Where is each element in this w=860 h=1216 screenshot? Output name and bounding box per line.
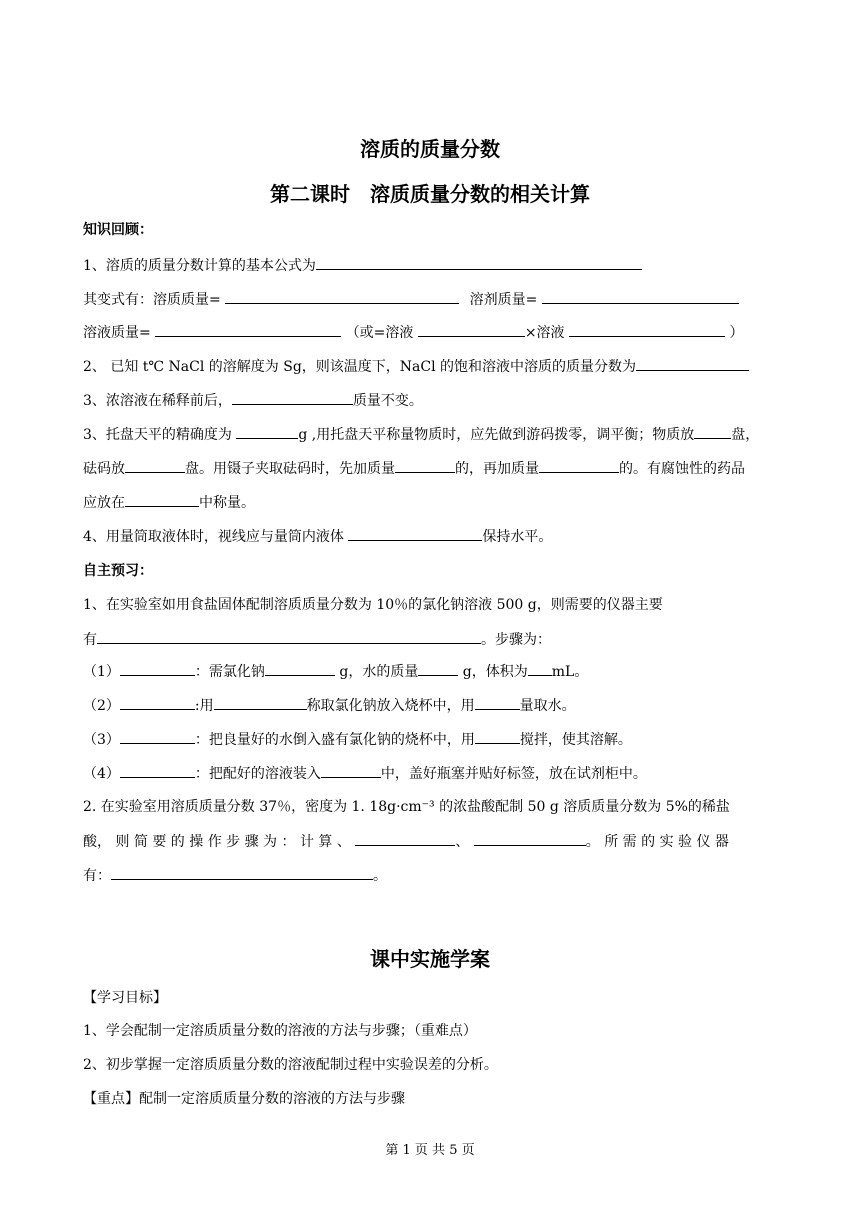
preview-p2-line1: 2. 在实验室用溶质质量分数 37％，密度为 1. 18g·cm⁻³ 的浓盐酸配制 50 g 溶质质量分数为 5%的稀盐 [83, 799, 730, 815]
review-q4-text: 4、用量筒取液体时，视线应与量筒内液体 [83, 529, 344, 545]
close-paren: ） [729, 325, 744, 341]
step-1 [83, 661, 790, 682]
main-title: 溶质的质量分数 [360, 137, 500, 161]
answer-blank[interactable] [125, 458, 185, 473]
review-heading: 知识回顾： [83, 222, 153, 238]
review-q4 [83, 526, 790, 547]
review-solution-mass [83, 322, 790, 343]
preview-p1-text-end: 。步骤为： [481, 632, 551, 648]
review-q3b-text: 砝码放 [83, 461, 125, 477]
answer-blank[interactable] [232, 390, 353, 405]
review-q3b-text: 盘， [731, 427, 760, 443]
review-q3b-line2 [83, 458, 790, 479]
preview-heading: 自主预习： [83, 563, 153, 579]
times-label: ×溶液 [524, 325, 565, 341]
review-q3a-text: 3、浓溶液在稀释前后， [83, 393, 232, 409]
answer-blank[interactable] [569, 322, 725, 337]
answer-blank[interactable] [636, 356, 749, 371]
answer-blank[interactable] [265, 661, 335, 676]
solute-mass-label: 其变式有：溶质质量= [83, 292, 221, 308]
answer-blank[interactable] [395, 458, 455, 473]
step-4 [83, 763, 790, 784]
answer-blank[interactable] [225, 289, 459, 304]
answer-blank[interactable] [236, 424, 298, 439]
step-number: （2） [83, 698, 120, 714]
review-q3b-text: 的，再加质量 [455, 461, 539, 477]
answer-blank[interactable] [542, 289, 739, 304]
answer-blank[interactable] [120, 661, 195, 676]
solution-mass-label: 溶液质量= [83, 325, 151, 341]
step-text: 搅拌，使其溶解。 [519, 732, 632, 748]
answer-blank[interactable] [321, 763, 381, 778]
answer-blank[interactable] [528, 661, 552, 676]
step-text: g，水的质量 [339, 664, 419, 680]
goal-2: 2、初步掌握一定溶质质量分数的溶液配制过程中实验误差的分析。 [83, 1057, 498, 1073]
answer-blank[interactable] [316, 255, 642, 270]
review-q1-text: 1、溶质的质量分数计算的基本公式为 [83, 258, 316, 274]
preview-p2-line3 [83, 865, 790, 886]
answer-blank[interactable] [475, 729, 520, 744]
answer-blank[interactable] [120, 729, 195, 744]
step-text: 称取氯化钠放入烧杯中，用 [306, 698, 475, 714]
step-text: 量取水。 [519, 698, 576, 714]
preview-p1-line2 [83, 629, 790, 650]
answer-blank[interactable] [418, 322, 525, 337]
review-q2 [83, 356, 790, 377]
preview-p1-text: 有 [83, 632, 97, 648]
answer-blank[interactable] [355, 831, 455, 846]
goal-heading: 【学习目标】 [83, 990, 167, 1006]
step-text: g，体积为 [462, 664, 528, 680]
step-text: :用 [194, 698, 214, 714]
review-variants [83, 289, 790, 310]
solvent-mass-label: 溶剂质量= [469, 292, 538, 308]
review-q3b-text: 的。有腐蚀性的药品 [619, 461, 745, 477]
sub-title: 第二课时 溶质质量分数的相关计算 [270, 182, 590, 206]
step-number: （4） [83, 766, 120, 782]
section-title: 课中实施学案 [370, 947, 490, 971]
answer-blank[interactable] [694, 424, 731, 439]
answer-blank[interactable] [474, 831, 586, 846]
preview-p2-text: 酸， 则 简 要 的 操 作 步 骤 为 ： 计 算 、 [83, 834, 351, 850]
answer-blank[interactable] [111, 865, 373, 880]
page-footer: 第 1 页 共 5 页 [385, 1143, 475, 1158]
review-q3b-text: 应放在 [83, 495, 125, 511]
answer-blank[interactable] [348, 526, 482, 541]
review-q3b-text: 盘。用镊子夹取砝码时，先加质量 [185, 461, 395, 477]
review-q3b-line3 [83, 492, 790, 513]
preview-p1-line1: 1、在实验室如用食盐固体配制溶质质量分数为 10％的氯化钠溶液 500 g，则需要的仪器主要 [83, 597, 663, 613]
step-number: （1） [83, 664, 120, 680]
step-text: 中，盖好瓶塞并贴好标签，放在试剂柜中。 [380, 766, 647, 782]
step-number: （3） [83, 732, 120, 748]
review-q3b-text: 3、托盘天平的精确度为 [83, 427, 232, 443]
goal-1: 1、学会配制一定溶质质量分数的溶液的方法与步骤；（重难点） [83, 1023, 477, 1039]
answer-blank[interactable] [125, 492, 199, 507]
preview-p2-line2 [83, 831, 790, 852]
review-q3b-line1 [83, 424, 790, 445]
preview-p2-text: 有： [83, 868, 111, 884]
step-text: ：把配好的溶液装入 [194, 766, 321, 782]
key-point: 【重点】配制一定溶质质量分数的溶液的方法与步骤 [83, 1091, 405, 1107]
review-q1 [83, 255, 790, 276]
step-2 [83, 695, 790, 716]
review-q2-text: 2、 已知 t℃ NaCl 的溶解度为 Sg，则该温度下，NaCl 的饱和溶液中溶质的质量分数为 [83, 359, 637, 375]
answer-blank[interactable] [120, 695, 195, 710]
review-q3a-text-end: 质量不变。 [352, 393, 423, 409]
review-q3a [83, 390, 790, 411]
or-label: （或=溶液 [345, 325, 414, 341]
review-q4-text-end: 保持水平。 [482, 529, 553, 545]
review-q3b-text: 中称量。 [199, 495, 255, 511]
preview-p2-text: 、 [455, 834, 470, 850]
preview-p2-text: 。 所 需 的 实 验 仪 器 [585, 834, 729, 850]
answer-blank[interactable] [120, 763, 195, 778]
answer-blank[interactable] [539, 458, 619, 473]
answer-blank[interactable] [155, 322, 341, 337]
review-q3b-text: g ,用托盘天平称量物质时，应先做到游码拨零，调平衡；物质放 [298, 427, 695, 443]
answer-blank[interactable] [475, 695, 520, 710]
step-text: ：需氯化钠 [194, 664, 265, 680]
answer-blank[interactable] [214, 695, 307, 710]
step-text: mL。 [551, 664, 589, 680]
preview-p2-text-end: 。 [373, 868, 387, 884]
answer-blank[interactable] [418, 661, 458, 676]
answer-blank[interactable] [97, 629, 481, 644]
step-3 [83, 729, 790, 750]
step-text: ：把良量好的水倒入盛有氯化钠的烧杯中，用 [194, 732, 475, 748]
